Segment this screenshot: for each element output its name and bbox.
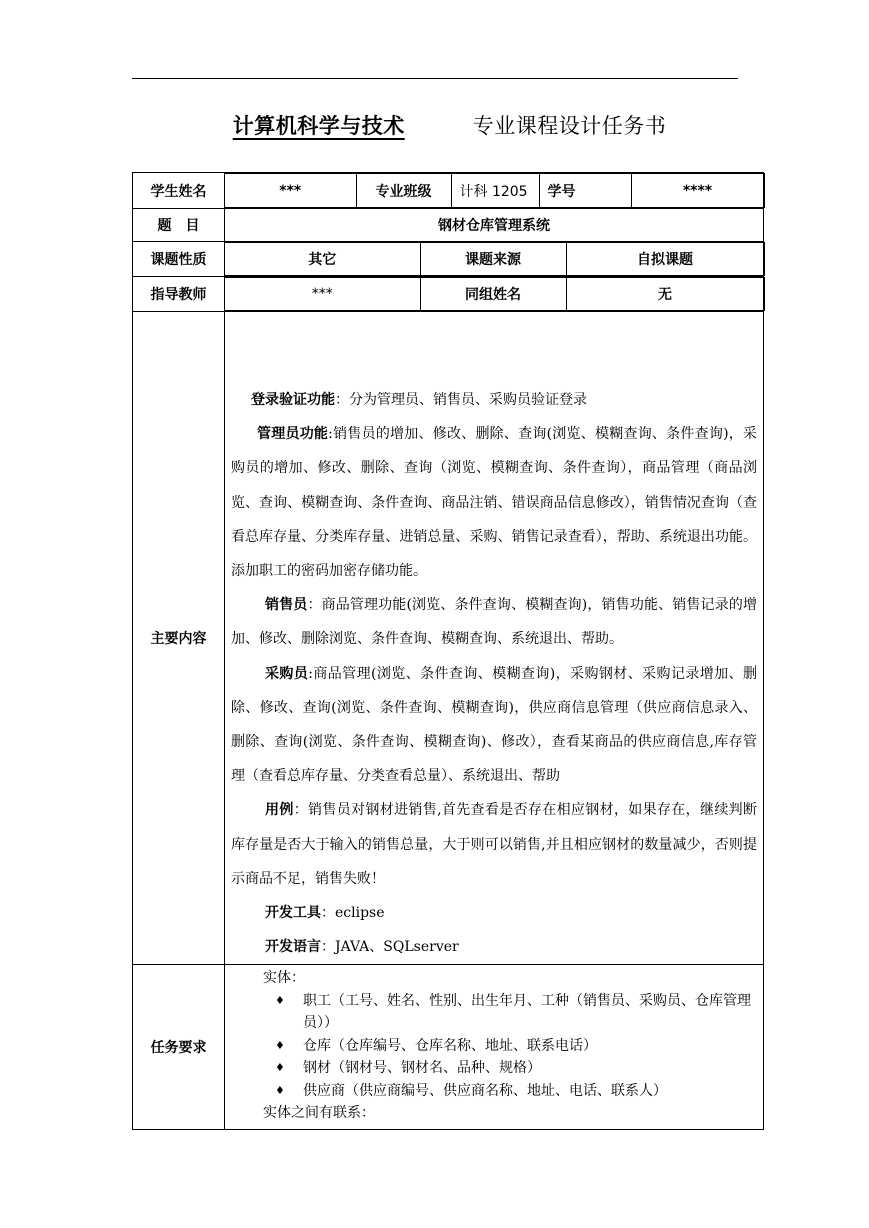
nature-label: 课题性质 bbox=[133, 242, 225, 277]
topic-value: 钢材仓库管理系统 bbox=[225, 209, 764, 242]
entity-intro: 实体： bbox=[263, 970, 305, 987]
diamond-bullet-icon: ♦ bbox=[275, 1061, 285, 1075]
admin-paragraph bbox=[231, 417, 757, 588]
header-rule bbox=[132, 78, 738, 79]
main-content-body bbox=[225, 312, 763, 964]
teacher-value: *** bbox=[225, 278, 420, 311]
source-label: 课题来源 bbox=[420, 243, 566, 276]
entity-item: ♦ 职工（工号、姓名、性别、出生年月、工种（销售员、采购员、仓库管理员）） bbox=[275, 990, 757, 1035]
student-id-label: 学号 bbox=[539, 174, 631, 208]
class-label: 专业班级 bbox=[356, 174, 451, 208]
teacher-label: 指导教师 bbox=[133, 277, 225, 312]
tasks-label: 任务要求 bbox=[133, 965, 225, 1130]
lang-title: 开发语言 bbox=[265, 939, 321, 956]
diamond-bullet-icon: ♦ bbox=[275, 993, 285, 1007]
group-label: 同组姓名 bbox=[420, 278, 566, 311]
student-name-label: 学生姓名 bbox=[133, 173, 225, 209]
tool-text: ：eclipse bbox=[321, 905, 385, 922]
row-tasks bbox=[133, 965, 764, 1130]
seller-paragraph bbox=[231, 588, 757, 656]
buyer-title: 采购员 bbox=[265, 665, 309, 682]
lang-paragraph bbox=[265, 930, 757, 964]
admin-title: 管理员功能 bbox=[257, 426, 329, 443]
example-title: 用例 bbox=[265, 802, 294, 819]
major-name: 计算机科学与技术 bbox=[232, 114, 405, 138]
nature-value: 其它 bbox=[225, 243, 420, 276]
admin-text: :销售员的增加、修改、删除、查询(浏览、模糊查询、条件查询)，采购员的增加、修改、删除、查询（浏览、模糊查询、条件查询），商品管理（商品浏览、查询、模糊查询、条件查询、商品注销、错误商品信息修改），销售情况查询（查看总库存量、分类库存量、进销总量、采购、销售记录查看），帮助、系统退出功能。添加职工的密码加密存储功能。 bbox=[231, 426, 758, 580]
example-text: ：销售员对钢材进销售,首先查看是否存在相应钢材，如果存在，继续判断库存量是否大于输入的销售总量，大于则可以销售,并且相应钢材的数量减少，否则提示商品不足，销售失败！ bbox=[231, 802, 758, 887]
seller-text: ：商品管理功能(浏览、条件查询、模糊查询)，销售功能、销售记录的增加、修改、删除浏览、条件查询、模糊查询、系统退出、帮助。 bbox=[231, 597, 757, 648]
entity-item: ♦ 仓库（仓库编号、仓库名称、地址、联系电话） bbox=[275, 1035, 757, 1058]
entity-item: ♦ 供应商（供应商编号、供应商名称、地址、电话、联系人） bbox=[275, 1080, 757, 1103]
tasks-body bbox=[225, 965, 763, 1125]
login-text: ：分为管理员、销售员、采购员验证登录 bbox=[335, 392, 587, 408]
student-name: *** bbox=[225, 174, 356, 208]
relation-intro: 实体之间有联系： bbox=[263, 1105, 375, 1122]
buyer-text: :商品管理(浏览、条件查询、模糊查询)，采购钢材、采购记录增加、删除、修改、查询(浏览、条件查询、模糊查询)，供应商信息管理（供应商信息录入、删除、查询(浏览、条件查询、模糊查询)、修改），查看某商品的供应商信息,库存管理（查看总库存量、分类查看总量）、系统退出、帮助 bbox=[231, 665, 758, 785]
page-title bbox=[0, 112, 869, 140]
row-topic bbox=[133, 209, 764, 242]
entity-item: ♦ 钢材（钢材号、钢材名、品种、规格） bbox=[275, 1057, 757, 1080]
row-nature bbox=[133, 242, 764, 277]
row-main-content bbox=[133, 312, 764, 965]
group-value: 无 bbox=[566, 278, 764, 311]
main-content-label: 主要内容 bbox=[133, 312, 225, 965]
class-value: 计科 1205 bbox=[451, 174, 539, 208]
student-id: **** bbox=[631, 174, 764, 208]
diamond-bullet-icon: ♦ bbox=[275, 1038, 285, 1052]
seller-title: 销售员 bbox=[265, 597, 308, 614]
row-student bbox=[133, 173, 764, 209]
topic-label: 题 目 bbox=[133, 209, 225, 242]
source-value: 自拟课题 bbox=[566, 243, 764, 276]
buyer-paragraph bbox=[231, 657, 757, 794]
task-form-table bbox=[132, 172, 764, 1130]
lang-text: ：JAVA、SQLserver bbox=[321, 939, 459, 956]
diamond-bullet-icon: ♦ bbox=[275, 1083, 285, 1097]
login-title: 登录验证功能 bbox=[251, 392, 335, 408]
example-paragraph bbox=[231, 793, 757, 896]
tool-paragraph bbox=[265, 896, 757, 930]
title-suffix: 专业课程设计任务书 bbox=[472, 114, 667, 138]
tool-title: 开发工具 bbox=[265, 905, 321, 922]
login-paragraph bbox=[251, 383, 757, 417]
row-teacher bbox=[133, 277, 764, 312]
